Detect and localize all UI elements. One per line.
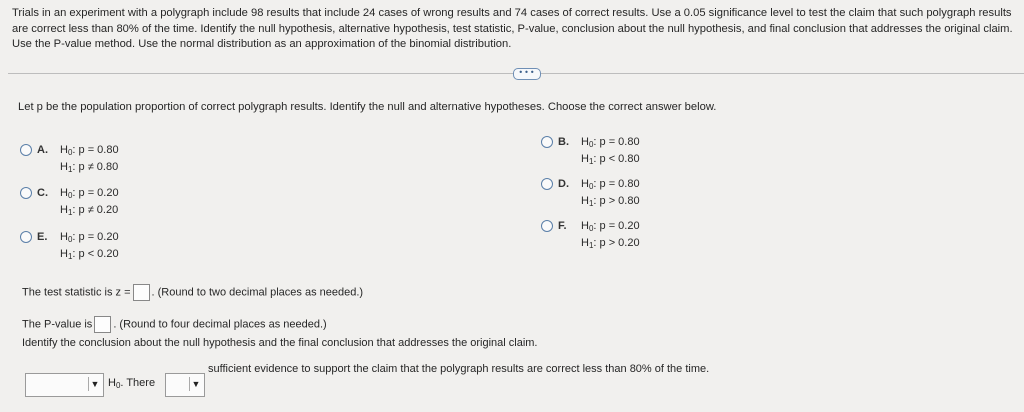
- option-letter: B.: [558, 136, 569, 148]
- option-letter: A.: [37, 144, 48, 156]
- p-value-input[interactable]: [94, 316, 111, 333]
- null-hypothesis: $H_0$: p = 0.80: [581, 136, 640, 149]
- p-value-label: The P-value is: [22, 318, 93, 331]
- test-statistic-row: [22, 284, 363, 301]
- null-hypothesis: $H_0$: p = 0.20: [581, 220, 640, 233]
- radio-button[interactable]: [541, 178, 553, 190]
- radio-button[interactable]: [20, 231, 32, 243]
- alternative-hypothesis: $H_1$: p < 0.20: [60, 248, 119, 261]
- test-statistic-hint: . (Round to two decimal places as needed.): [151, 286, 364, 299]
- null-hypothesis: $H_0$: p = 0.20: [60, 231, 119, 244]
- dropdown-arrow-icon: ▼: [88, 377, 101, 391]
- alternative-hypothesis: $H_1$: p ≠ 0.20: [60, 204, 119, 217]
- dropdown-arrow-icon: ▼: [189, 377, 202, 391]
- null-hypothesis-decision-dropdown[interactable]: [25, 373, 104, 397]
- null-hypothesis: $H_0$: p = 0.80: [60, 144, 119, 157]
- h0-there-text: $H_0$. There: [108, 377, 156, 390]
- question-prompt: Let p be the population proportion of correct polygraph results. Identify the null and alternative hypotheses. Choose the correct answer below.: [18, 101, 717, 113]
- option-letter: C.: [37, 187, 48, 199]
- conclusion-prompt: Identify the conclusion about the null hypothesis and the final conclusion that addresses the original claim.: [22, 337, 538, 349]
- test-statistic-label: The test statistic is z =: [22, 286, 131, 299]
- null-hypothesis: $H_0$: p = 0.20: [60, 187, 119, 200]
- alternative-hypothesis: $H_1$: p ≠ 0.80: [60, 161, 119, 174]
- evidence-dropdown[interactable]: [165, 373, 205, 397]
- radio-button[interactable]: [541, 136, 553, 148]
- alternative-hypothesis: $H_1$: p > 0.20: [581, 237, 640, 250]
- null-hypothesis: $H_0$: p = 0.80: [581, 178, 640, 191]
- p-value-hint: . (Round to four decimal places as needed.): [113, 318, 327, 331]
- radio-button[interactable]: [541, 220, 553, 232]
- final-conclusion-text: sufficient evidence to support the claim that the polygraph results are correct less than 80% of the time.: [208, 363, 710, 375]
- option-letter: E.: [37, 231, 48, 243]
- option-letter: F.: [558, 220, 567, 232]
- test-statistic-input[interactable]: [133, 284, 150, 301]
- option-letter: D.: [558, 178, 569, 190]
- radio-button[interactable]: [20, 187, 32, 199]
- alternative-hypothesis: $H_1$: p < 0.80: [581, 153, 640, 166]
- radio-button[interactable]: [20, 144, 32, 156]
- p-value-row: [22, 316, 327, 333]
- alternative-hypothesis: $H_1$: p > 0.80: [581, 195, 640, 208]
- problem-statement: Trials in an experiment with a polygraph include 98 results that include 24 cases of wrong results and 74 cases of correct results. Use a 0.05 significance level to test the claim that such polygraph results are correct less than 80% of the time. Identify the null hypothesis, alternative hypothesis, test statistic, P-value, conclusion about the null hypothesis, and final conclusion that addresses the original claim. Use the P-value method. Use the normal distribution as an approximation of the binomial distribution.: [12, 7, 1013, 50]
- expand-more-button[interactable]: •••: [513, 68, 541, 80]
